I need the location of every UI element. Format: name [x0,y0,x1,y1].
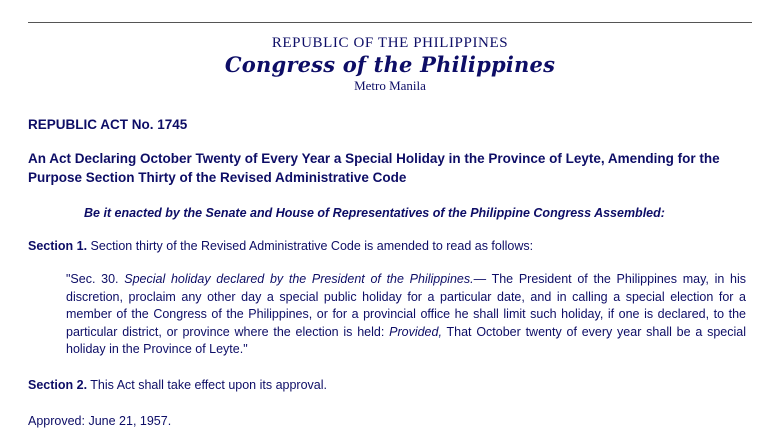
republic-act-number: REPUBLIC ACT No. 1745 [28,117,188,132]
quote-provided: Provided, [389,324,442,339]
quote-heading: Special holiday declared by the President of the Philippines. [124,272,474,286]
masthead-location-line: Metro Manila [354,78,426,93]
enacting-clause: Be it enacted by the Senate and House of Representatives of the Philippine Congress Assembled: [84,206,665,220]
section-1-text: Section thirty of the Revised Administrative Code is amended to read as follows: [90,239,534,253]
section-2 [28,377,752,394]
approval-date: Approved: June 21, 1957. [28,413,172,428]
masthead-congress-line: Congress of the Philippines [224,52,556,77]
act-title: An Act Declaring October Twenty of Every Year a Special Holiday in the Province of Leyte, Amending for the Purpose Section Thirty of the Revised Administrative Code [28,151,720,185]
masthead-republic-line: REPUBLIC OF THE PHILIPPINES [271,35,509,51]
document-content [28,34,752,428]
section-1 [28,238,752,255]
quote-dash: — [473,272,487,286]
header-divider [28,22,752,23]
masthead [28,34,752,95]
amended-section-quote [66,271,746,359]
quote-section-label: "Sec. 30. [66,272,119,286]
quote-body-first: The President of the Philippines may, in his discretion, proclaim any other day a special public holiday for a particular date, and in calling a special election for a member of the Congress of the Philippines, or for a provincial office he shall limit such holiday, if one is declared, to the particular district, or province where the election is held: [66,272,746,339]
section-2-text: This Act shall take effect upon its approval. [90,377,328,392]
section-2-label: Section 2. [28,377,88,392]
quote-body-second: That October twenty of every year shall be a special holiday in the Province of Leyte." [66,324,747,356]
section-1-label: Section 1. [28,239,88,253]
